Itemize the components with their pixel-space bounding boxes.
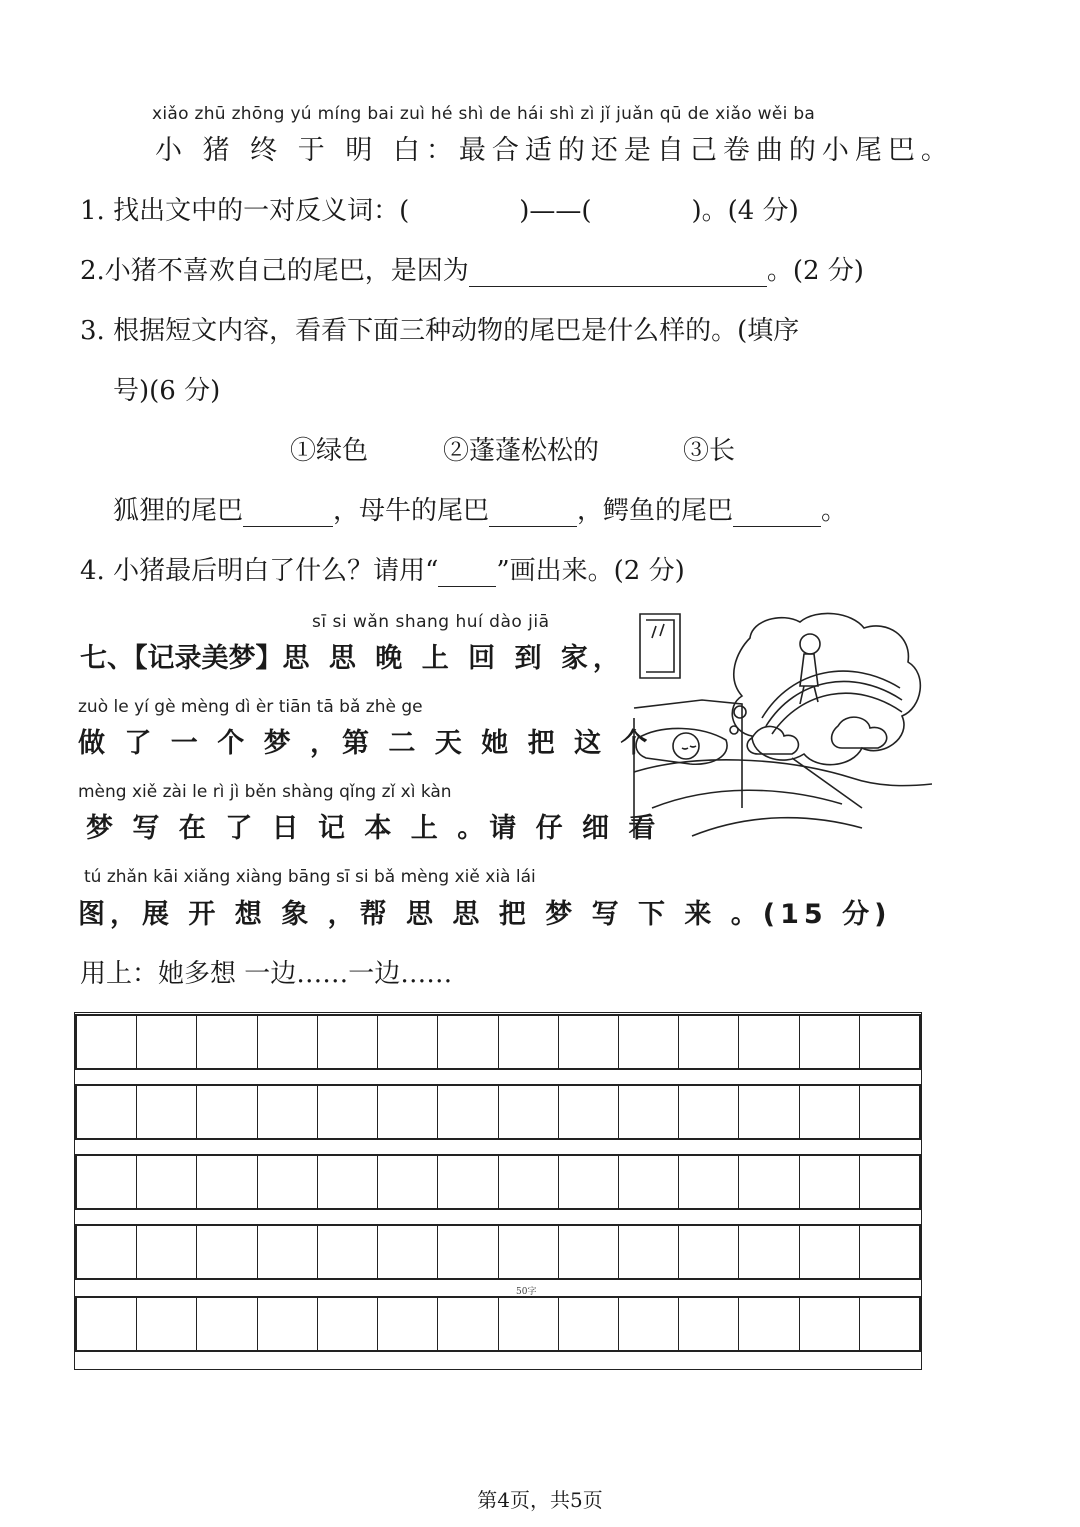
answer-blank[interactable] [733, 496, 821, 527]
option-3: ③长 [683, 436, 736, 466]
question-4-text: 4. 小猪最后明白了什么？请用“ [80, 556, 439, 586]
question-1-mid: )——( [519, 196, 592, 226]
page-number: 第4页，共5页 [477, 1488, 603, 1512]
answer-blank[interactable] [469, 256, 767, 287]
writing-hint: 用上：她多想 一边……一边…… [80, 959, 453, 989]
answer-blank[interactable] [243, 496, 333, 527]
option-2: ②蓬蓬松松的 [443, 436, 600, 466]
section7-pinyin-1: sī si wǎn shang huí dào jiā [312, 612, 550, 632]
writing-grid-row[interactable] [75, 1014, 921, 1070]
section7-pinyin-4: tú zhǎn kāi xiǎng xiàng bāng sī si bǎ mèng xiě xià lái [84, 867, 536, 887]
writing-grid-row[interactable] [75, 1296, 921, 1352]
writing-grid-row[interactable] [75, 1224, 921, 1280]
section7-text-4: 图，展 开 想 象 ，帮 思 思 把 梦 写 下 来 。(15 分) [78, 899, 892, 930]
section7-pinyin-2: zuò le yí gè mèng dì èr tiān tā bǎ zhè ge [78, 697, 423, 717]
question-1-end: )。(4 分) [691, 196, 799, 226]
writing-grid-row[interactable] [75, 1154, 921, 1210]
section7-text-1: 思 思 晚 上 回 到 家， [282, 643, 625, 674]
answer-blank[interactable] [489, 496, 577, 527]
dream-illustration [632, 608, 932, 848]
grid-count-note: 50字 [516, 1287, 537, 1297]
question-2 [80, 250, 864, 287]
cow-tail-label: ，母牛的尾巴 [333, 496, 490, 526]
section7-text-2: 做 了 一 个 梦 ，第 二 天 她 把 这 个 [78, 728, 653, 759]
passage-text: 小 猪 终 于 明 白：最合适的还是自己卷曲的小尾巴。 [155, 135, 954, 166]
question-1-text: 1. 找出文中的一对反义词：( [80, 196, 410, 226]
fill-end: 。 [821, 496, 848, 526]
section7-label: 七、【记录美梦】 [80, 643, 283, 674]
question-2-text: 2.小猪不喜欢自己的尾巴，是因为 [80, 256, 469, 286]
croc-tail-label: ，鳄鱼的尾巴 [577, 496, 734, 526]
section7-row-1 [80, 636, 625, 675]
option-1: ①绿色 [290, 436, 369, 466]
question-2-end: 。(2 分) [766, 256, 864, 286]
section7-pinyin-3: mèng xiě zài le rì jì běn shàng qǐng zǐ xì kàn [78, 782, 452, 802]
writing-grid-row[interactable] [75, 1084, 921, 1140]
fox-tail-label: 狐狸的尾巴 [113, 496, 244, 526]
question-1 [80, 190, 799, 227]
question-3-line1: 3. 根据短文内容，看看下面三种动物的尾巴是什么样的。(填序 [80, 316, 800, 346]
question-3-line2: 号)(6 分) [113, 376, 221, 406]
underline-sample [438, 560, 496, 587]
section7-text-3: 梦 写 在 了 日 记 本 上 。请 仔 细 看 [86, 813, 661, 844]
question-4-end: ”画出来。(2 分) [496, 556, 685, 586]
question-4 [80, 550, 685, 587]
fill-line [113, 490, 847, 527]
passage-pinyin: xiǎo zhū zhōng yú míng bai zuì hé shì de hái shì zì jǐ juǎn qū de xiǎo wěi ba [152, 104, 816, 124]
